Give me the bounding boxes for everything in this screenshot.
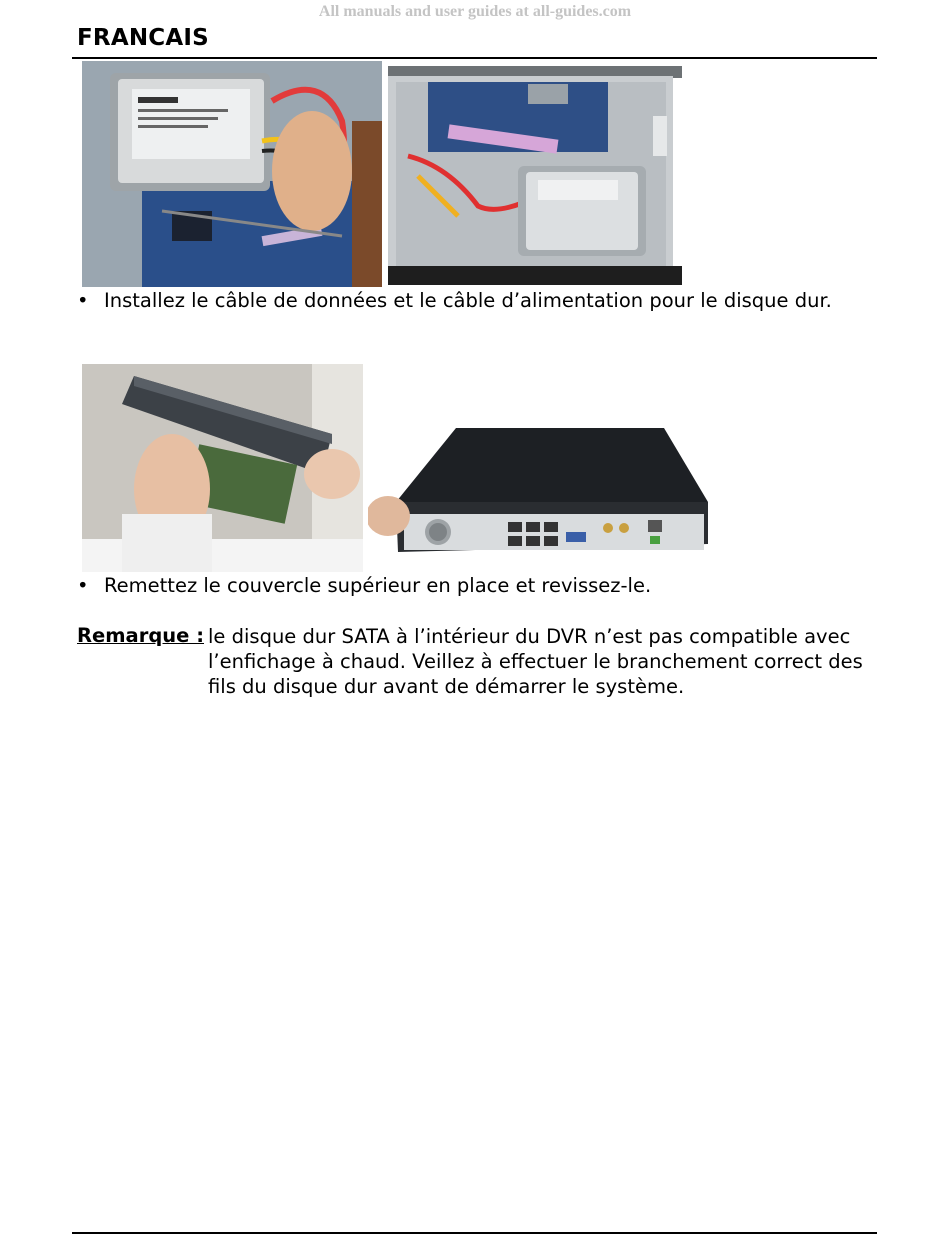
bullet: • bbox=[77, 574, 89, 597]
footer-divider bbox=[72, 1232, 877, 1234]
step-replace-cover bbox=[77, 574, 651, 597]
photo-replace-cover bbox=[82, 364, 363, 572]
photo-dvr-open-chassis bbox=[388, 66, 682, 285]
note-text: le disque dur SATA à l’intérieur du DVR n’est pas compatible avec l’enfichage à chaud. Veillez à effectuer le branchement correct des fils du disque dur avant de démarrer le système. bbox=[208, 625, 863, 698]
photo-dvr-closed-rear bbox=[368, 424, 710, 572]
step-text: Remettez le couvercle supérieur en place et revissez-le. bbox=[104, 574, 652, 597]
watermark: All manuals and user guides at all-guides.com bbox=[318, 3, 632, 20]
step-text: Installez le câble de données et le câble d’alimentation pour le disque dur. bbox=[104, 289, 832, 312]
photo-hdd-cable-connection bbox=[82, 61, 382, 287]
bullet: • bbox=[77, 289, 89, 312]
header-divider bbox=[72, 57, 877, 59]
note-label: Remarque : bbox=[77, 624, 204, 647]
page-title: FRANCAIS bbox=[77, 25, 209, 51]
step-install-cables bbox=[77, 289, 832, 312]
